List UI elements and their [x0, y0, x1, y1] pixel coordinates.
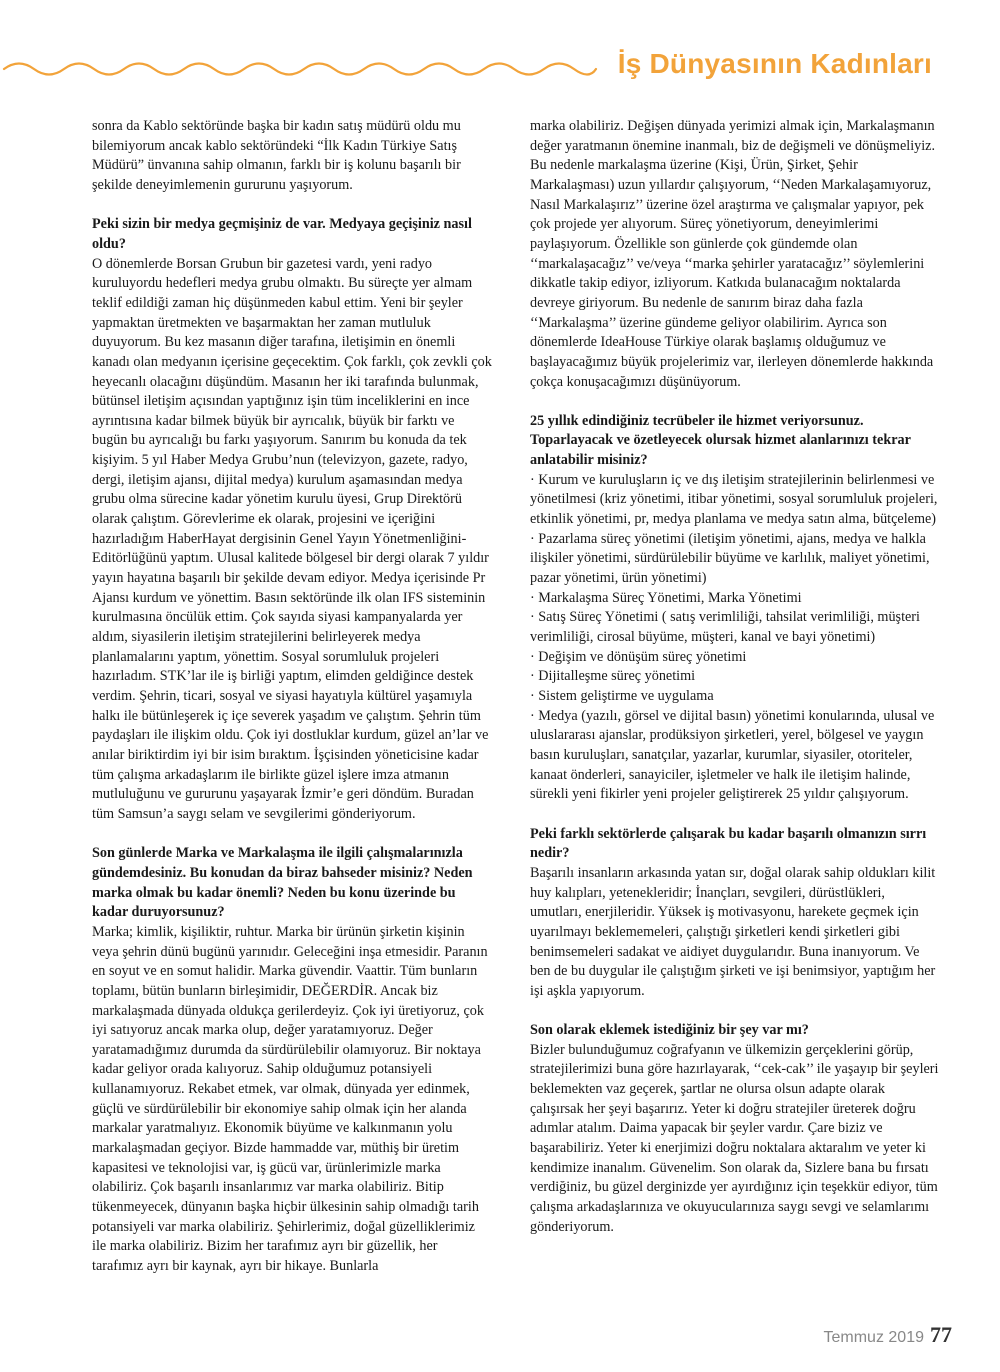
service-item: · Kurum ve kuruluşların iç ve dış iletişim stratejilerinin belirlenmesi ve yönetilmesi (kriz yönetimi, itibar yönetimi, sosyal sorumluluk projeleri, etkinlik yönetimi, pr, medya planlama ve medya satın alma, bütçeleme): [530, 471, 938, 528]
right-column: [530, 117, 940, 1237]
answer-branding: Marka; kimlik, kişiliktir, ruhtur. Marka bir ürünün şirketin kişinin veya şehrin dünü bugünü yarınıdır. Geleceğini inşa etmesidir. Paranın en soyut ve en somut halidir. Marka güvendir. Vaattir. Tüm bunların toplamı, bütün bunların birleşimidir, DEĞERDİR. Ancak biz markalaşmada dünyada oldukça gerilerdeyiz. Çok iyi üretiyoruz, çok iyi satıyoruz ancak marka olup, değer yaratamıyoruz. Değer yaratamadığımız durumda da sürdürülebilir olamıyoruz. Bir noktaya kadar geliyor orada kalıyoruz. Sahip olduğumuz potansiyeli kullanamıyoruz. Rekabet etmek, var olmak, dünyada yer edinmek, güçlü ve sürdürülebilir bir ekonomiye sahip olmak için her alanda markalar yaratmalıyız. Ekonomik büyüme ve kalkınmanın yolu markalaşmadan geçiyor. Bizde hammadde var, müthiş bir üretim kapasitesi ve teknolojisi var, iş gücü var, ürünlerimizle marka olabiliriz. Çok başarılı insanlarımız var marka olabiliriz. Bitip tükenmeyecek, dünyanın başka hiçbir ülkesinin sahip olmadığı tarih potansiyeli var marka olabiliriz. Şehirlerimiz, doğal güzelliklerimiz ile marka olabiliriz. Bizim her tarafımız ayrı bir güzellik, her tarafımız ayrı bir kaynak, ayrı bir hikaye. Bunlarla: [92, 923, 488, 1275]
service-item: · Satış Süreç Yönetimi ( satış verimliliği, tahsilat verimliliği, müşteri verimliliği, cirosal büyüme, müşteri, kanal ve bayi yönetimi): [530, 609, 920, 646]
service-item: · Markalaşma Süreç Yönetimi, Marka Yönetimi: [530, 589, 802, 606]
answer-closing: Bizler bulunduğumuz coğrafyanın ve ülkemizin gerçeklerini görüp, stratejilerimizi buna göre hazırlayarak, ‘‘cek-cak’’ ile yaşayıp bir şeyleri beklemekten vaz geçerek, şartlar ne olursa olsun adapte olarak çalışırsak her şeyi başarırız. Yeter ki doğru stratejiler üreterek doğru adımlar atalım. Daima yapacak bir şeyler vardır. Çare biziz ve başarabiliriz. Yeter ki enerjimizi doğru noktalara aktaralım ve yeter ki kendimize inanalım. Güvenelim. Son olarak da, Sizlere bana bu fırsatı verdiğiniz, bu güzel derginizde yer ayırdığınız için teşekkür ediyor, tüm çalışma arkadaşlarınıza ve okuyucularınıza saygı sevgi ve selamlarımı gönderiyorum.: [530, 1041, 939, 1235]
section-title: İş Dünyasının Kadınları: [617, 48, 932, 79]
left-column: [92, 117, 492, 1277]
page-footer: [824, 1322, 953, 1348]
service-item: · Değişim ve dönüşüm süreç yönetimi: [530, 648, 747, 665]
intro-paragraph: sonra da Kablo sektöründe başka bir kadın satış müdürü oldu mu bilemiyorum ancak kablo sektöründeki “İlk Kadın Türkiye Satış Müdürü” ünvanına sahip olmanın, farklı bir iş kolunu başarılı bir şekilde deneyimlemenin gururunu yaşıyorum.: [92, 118, 461, 193]
question-media-background: Peki sizin bir medya geçmişiniz de var. Medyaya geçişiniz nasıl oldu?: [92, 216, 472, 252]
question-branding: Son günlerde Marka ve Markalaşma ile ilgili çalışmalarınızla gündemdesiniz. Bu konudan da biraz bahseder misiniz? Neden marka olmak bu kadar önemli? Neden bu konu üzerinde bu kadar duruyorsunuz?: [92, 845, 473, 921]
service-item: · Sistem geliştirme ve uygulama: [530, 688, 714, 705]
decorative-wave-line: [0, 52, 600, 82]
question-success-secret: Peki farklı sektörlerde çalışarak bu kadar başarılı olmanızın sırrı nedir?: [530, 825, 927, 862]
services-list: [530, 471, 940, 805]
service-item: · Pazarlama süreç yönetimi (iletişim yönetimi, ajans, medya ve halkla ilişkiler yönetimi, sürdürülebilir büyüme ve karlılık, maliyet yönetimi, pazar yönetimi, ürün yönetimi): [530, 530, 930, 587]
answer-media-background: O dönemlerde Borsan Grubun bir gazetesi vardı, yeni radyo kuruluyordu hedefleri medya grubu olmaktı. Bu süreçte yer almam teklif edildiği zaman hiç düşünmeden kabul ettim. Yeni bir şeyler yapmaktan üretmekten ve başarmaktan her zaman mutluluk duyuyorum. Bu kez masanın diğer tarafına, iletişimin en önemli kanadı olan medyanın içerisine geçecektim. Çok farklı, çok zevkli çok heyecanlı olacağını düşündüm. Masanın her iki tarafında bulunmak, bütünsel iletişim açısından yaptığınız işin tüm inceliklerini en ince ayrıntısına kadar bilmek büyük bir ayrıcalık, büyük bir farktı ve bugün bu ayrıcalığı bu farkı yaşıyorum. Sanırım bu konuda da tek kişiyim. 5 yıl Haber Medya Grubu’nun (televizyon, gazete, radyo, dergi, iletişim ajansı, dijital medya) kurulum aşamasından medya grubu olma sürecine kadar yönetim kurulu üyesi, Grup Direktörü olarak çalıştım. Görevlerime ek olarak, projesini ve içeriğini hazırladığım HaberHayat dergisinin Genel Yayın Yönetmenliğini-Editörlüğünü yaptım. Ulusal kalitede bölgesel bir dergi olarak 7 yıldır yayın hayatına başarılı bir şekilde devam ediyor. Medya içerisinde Pr Ajansı kurdum ve yönettim. Basın sektöründe ilk olan IFS sisteminin kurulmasına öncülük ettim. Çok sayıda siyasi kampanyalarda yer aldım, siyasilerin iletişim stratejilerini belirleyerek medya planlamalarını yaptım, yönettim. Sosyal sorumluluk projeleri hazırladım. STK’lar ile iş birliği yaptım, elimden geldiğince destek verdim. Şehrin, ticari, sosyal ve siyasi hayatıyla kültürel yaşamıyla halkı ile bütünleşerek iç içe severek yaşadım ve çalıştım. Şehrin tüm paydaşları ile ilişkim oldu. Çok iyi dostluklar kurdum, güzel an’lar ve anılar biriktirdim iyi bir isim bıraktım. İşçisinden yöneticisine kadar tüm çalışma arkadaşlarım ile birlikte güzel işlere imza atmanın mutluluğunu ve gururunu yaşayarak İzmir’e geri döndüm. Buradan tüm Samsun’a saygı selam ve sevgilerimi gönderiyorum.: [92, 255, 492, 822]
question-closing: Son olarak eklemek istediğiniz bir şey var mı?: [530, 1022, 809, 1039]
answer-branding-continued: marka olabiliriz. Değişen dünyada yerimizi almak için, Markalaşmanın değer yaratmanın önemine inanmalı, biz de değişmeli ve dönüşmeliyiz. Bu nedenle markalaşma üzerine (Kişi, Ürün, Şirket, Şehir Markalaşması) uzun yıllardır çalışıyorum, ‘‘Neden Markalaşamıyoruz, Nasıl Markalaşırız’’ üzerine özel araştırma ve çalışmalar yapıyor, pek çok projede yer alıyorum. Süreç yönetiyorum, deneyimlerimi paylaşıyorum. Özellikle son günlerde çok gündemde olan ‘‘markalaşacağız’’ ve/veya ‘‘marka şehirler yaratacağız’’ söylemlerini dikkatle takip ediyor, izliyorum. Katkıda bulanacağım noktalarda devreye giriyorum. Bu nedenle de sanırım biraz daha fazla ‘‘Markalaşma’’ üzerine gündeme geliyor olabilirim. Ayrıca son dönemlerde IdeaHouse Türkiye olarak başlamış olduğumuz ve başlayacağımız büyük projelerimiz var, ilerleyen dönemlerde hakkında çokça konuşacağımızı düşünüyorum.: [530, 118, 936, 390]
page-number: 77: [930, 1322, 952, 1347]
answer-success-secret: Başarılı insanların arkasında yatan sır, doğal olarak sahip oldukları kilit huy kalıpları, yetenekleridir; İnançları, sevgileri, dürüstlükleri, umutları, enerjileridir. Yüksek iş motivasyonu, harekete geçmek için uyarılmayı beklememeleri, çalıştığı şirketleri kendi şirketleri gibi benimsemeleri sadakat ve aidiyet duygularıdır. Buna inanıyorum. Ve ben de bu duygular ile çalıştığım şirketi ve işi benimsiyor, yaptığım her işi aşkla yapıyorum.: [530, 864, 936, 999]
service-item: · Dijitalleşme süreç yönetimi: [530, 668, 696, 685]
question-services: 25 yıllık edindiğiniz tecrübeler ile hizmet veriyorsunuz. Toparlayacak ve özetleyecek olursak hizmet alanlarınızı tekrar anlatabilir misiniz?: [530, 412, 911, 469]
issue-date: Temmuz 2019: [823, 1329, 924, 1346]
service-item: · Medya (yazılı, görsel ve dijital basın) yönetimi konularında, ulusal ve uluslararası ajanslar, prodüksiyon şirketleri, yerel, bölgesel ve yaygın basın kuruluşları, sanatçılar, yazarlar, kurumlar, siyasiler, otoriteler, kanaat önderleri, sanayiciler, işletmeler ve halk ile iletişim halinde, sürekli yeni fikirler yeni projeler geliştirerek 25 yıldır çalışıyorum.: [530, 707, 935, 803]
